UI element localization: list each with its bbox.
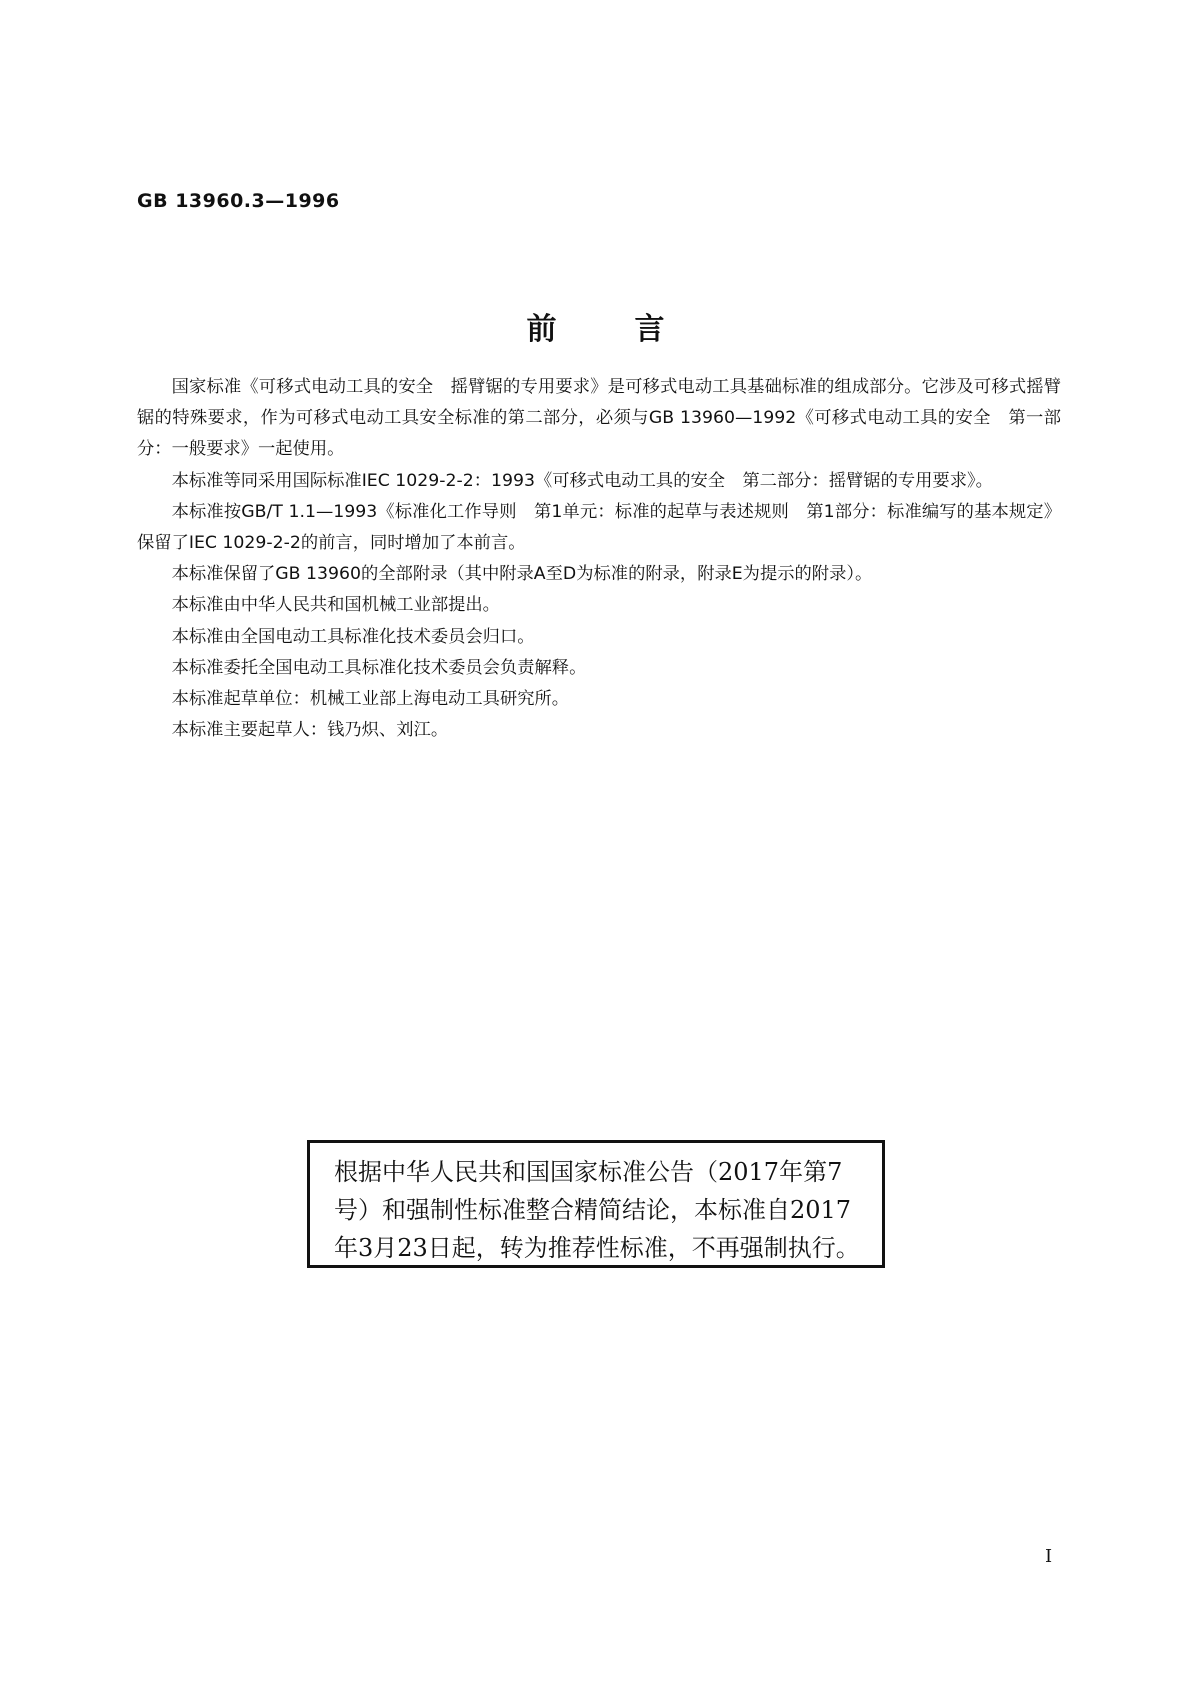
paragraph: 本标准委托全国电动工具标准化技术委员会负责解释。 (171, 657, 587, 678)
paragraph: 本标准由中华人民共和国机械工业部提出。 (171, 595, 500, 616)
paragraph: 本标准由全国电动工具标准化技术委员会归口。 (171, 626, 535, 647)
notice-line: 年3月23日起，转为推荐性标准，不再强制执行。 (334, 1234, 860, 1262)
paragraph: 本标准保留了GB 13960的全部附录（其中附录A至D为标准的附录，附录E为提示的附录）。 (171, 564, 873, 585)
page-title (0, 304, 1191, 348)
foreword-body (137, 372, 1061, 746)
document-code: GB 13960.3—1996 (137, 190, 340, 212)
page-number: I (1045, 1546, 1053, 1567)
paragraph: 本标准等同采用国际标准IEC 1029-2-2：1993《可移式电动工具的安全 第二部分：摇臂锯的专用要求》。 (171, 470, 993, 491)
paragraph: 本标准按GB/T 1.1—1993《标准化工作导则 第1单元：标准的起草与表述规则 第1部分：标准编写的基本规定》保留了IEC 1029-2-2的前言，同时增加了本前言。 (137, 501, 1061, 554)
title-char-1: 前 (526, 312, 557, 347)
title-char-2: 言 (634, 312, 665, 347)
paragraph: 国家标准《可移式电动工具的安全 摇臂锯的专用要求》是可移式电动工具基础标准的组成部分。它涉及可移式摇臂锯的特殊要求，作为可移式电动工具安全标准的第二部分，必须与GB 13960—1992《可移式电动工具的安全 第一部分：一般要求》一起使用。 (137, 377, 1061, 460)
paragraph: 本标准主要起草人：钱乃炽、刘江。 (171, 720, 449, 741)
notice-line: 根据中华人民共和国国家标准公告（2017年第7 (334, 1158, 843, 1186)
paragraph: 本标准起草单位：机械工业部上海电动工具研究所。 (171, 689, 570, 710)
notice-line: 号）和强制性标准整合精简结论，本标准自2017 (334, 1196, 852, 1224)
notice-box (307, 1140, 885, 1268)
